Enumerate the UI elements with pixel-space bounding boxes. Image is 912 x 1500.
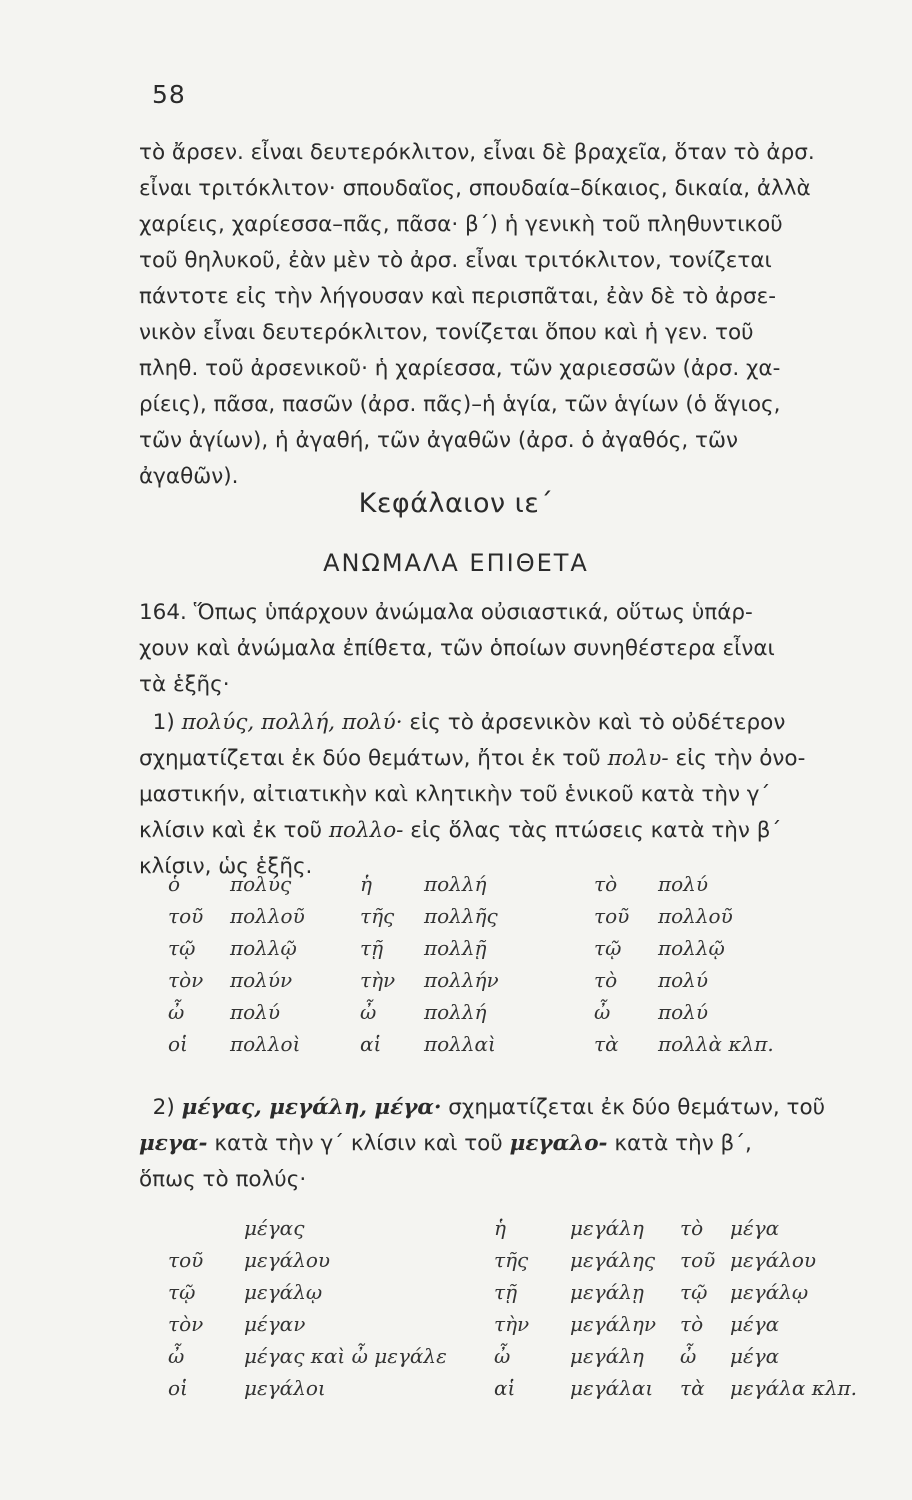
page-number: 58: [152, 80, 186, 109]
declension-table-polys: [168, 868, 858, 1060]
lemma: πολύς, πολλή, πολύ·: [181, 710, 403, 735]
declension-row: [168, 1276, 880, 1308]
form-cell: πολλήν: [424, 968, 499, 992]
item-number: 2): [152, 1095, 175, 1120]
article-cell: τῆς: [494, 1248, 529, 1272]
declension-row: [168, 1244, 880, 1276]
stem: πολυ-: [607, 746, 669, 771]
form-cell: πολύ: [658, 968, 709, 992]
declension-row: [168, 1340, 880, 1372]
article-cell: [168, 1212, 244, 1244]
text-line: 164. Ὅπως ὑπάρχουν ἀνώμαλα οὐσιαστικά, οὕτως ὑπάρ-: [139, 600, 753, 625]
chapter-title: Κεφάλαιον ιε΄: [358, 488, 554, 519]
form-cell: μεγάλη: [570, 1216, 644, 1240]
declension-row: [168, 1028, 858, 1060]
article-cell: τοῦ: [168, 904, 204, 928]
article-cell: ὦ: [680, 1344, 697, 1368]
form-cell: μεγάλῃ: [570, 1280, 644, 1304]
text-line: πάντοτε εἰς τὴν λήγουσαν καὶ περισπᾶται, ἐὰν δὲ τὸ ἀρσε-: [139, 284, 776, 309]
article-cell: ὦ: [594, 1000, 611, 1024]
form-cell: μεγάλαι: [570, 1376, 654, 1400]
declension-row: [168, 996, 858, 1028]
stem: μεγαλο-: [509, 1131, 608, 1156]
article-cell: τὸν: [168, 968, 204, 992]
article-cell: αἱ: [360, 1032, 382, 1056]
article-cell: τὴν: [360, 968, 396, 992]
article-cell: ὦ: [494, 1344, 511, 1368]
text-line: πληθ. τοῦ ἀρσενικοῦ· ἡ χαρίεσσα, τῶν χαριεσσῶν (ἀρσ. χα-: [139, 356, 781, 381]
item-1-paragraph: [139, 705, 899, 885]
article-cell: τὸ: [680, 1312, 704, 1336]
declension-row: [168, 1372, 880, 1404]
text-line: ρίεις), πᾶσα, πασῶν (ἀρσ. πᾶς)–ἡ ἁγία, τῶν ἁγίων (ὁ ἅγιος,: [139, 392, 781, 417]
article-cell: ὦ: [168, 1000, 185, 1024]
item-2-paragraph: [139, 1090, 899, 1198]
form-cell: πολύ: [230, 1000, 281, 1024]
article-cell: τὴν: [494, 1312, 530, 1336]
text-segment: κατὰ τὴν β΄,: [614, 1131, 752, 1156]
article-cell: τὰ: [680, 1376, 705, 1400]
article-cell: ἡ: [360, 872, 372, 896]
form-cell: πολλή: [424, 1000, 487, 1024]
form-cell: πολύ: [658, 1000, 709, 1024]
text-line: τὸ ἄρσεν. εἶναι δευτερόκλιτον, εἶναι δὲ βραχεῖα, ὅταν τὸ ἀρσ.: [139, 140, 815, 165]
article-cell: τῆς: [360, 904, 395, 928]
lemma: μέγας, μεγάλη, μέγα·: [181, 1095, 442, 1120]
article-cell: τοῦ: [594, 904, 630, 928]
declension-row: [168, 964, 858, 996]
text-segment: εἰς ὅλας τὰς πτώσεις κατὰ τὴν β΄: [410, 818, 782, 843]
article-cell: τοῦ: [680, 1248, 716, 1272]
form-cell: πολλῇ: [424, 936, 487, 960]
article-cell: τῷ: [168, 936, 196, 960]
form-cell: μέγα: [730, 1216, 780, 1240]
form-cell: μεγάλης: [570, 1248, 656, 1272]
text-line: τοῦ θηλυκοῦ, ἐὰν μὲν τὸ ἀρσ. εἶναι τριτόκλιτον, τονίζεται: [139, 248, 772, 273]
form-cell: πολλὰ κλπ.: [658, 1032, 774, 1056]
form-cell: μεγάλα κλπ.: [730, 1376, 858, 1400]
stem: μεγα-: [139, 1131, 208, 1156]
form-cell: πολύς: [230, 872, 292, 896]
article-cell: τὰ: [594, 1032, 619, 1056]
form-cell: μεγάλου: [730, 1248, 817, 1272]
form-cell: πολλοῦ: [658, 904, 733, 928]
form-cell: πολλοῦ: [230, 904, 305, 928]
form-cell: πολλή: [424, 872, 487, 896]
text-line: νικὸν εἶναι δευτερόκλιτον, τονίζεται ὅπου καὶ ἡ γεν. τοῦ: [139, 320, 754, 345]
form-cell: μεγάλῳ: [244, 1280, 323, 1304]
paragraph-164: [139, 595, 899, 703]
text-line: μαστικήν, αἰτιατικὴν καὶ κλητικὴν τοῦ ἑνικοῦ κατὰ τὴν γ΄: [139, 782, 771, 807]
text-line: εἶναι τριτόκλιτον· σπουδαῖος, σπουδαία–δίκαιος, δικαία, ἀλλὰ: [139, 176, 811, 201]
article-cell: τῷ: [594, 936, 622, 960]
form-cell: μεγάλη: [570, 1344, 644, 1368]
item-number: 1): [152, 710, 175, 735]
text-segment: εἰς τὸ ἀρσενικὸν καὶ τὸ οὐδέτερον: [409, 710, 786, 735]
article-cell: οἱ: [168, 1032, 188, 1056]
form-cell: μέγα: [730, 1344, 780, 1368]
section-title: ΑΝΩΜΑΛΑ ΕΠΙΘΕΤΑ: [323, 549, 589, 577]
article-cell: αἱ: [494, 1376, 516, 1400]
article-cell: τῷ: [168, 1280, 196, 1304]
text-line: ἀγαθῶν).: [139, 464, 239, 489]
declension-row: [168, 1212, 880, 1244]
text-line: χαρίεις, χαρίεσσα–πᾶς, πᾶσα· β΄) ἡ γενικὴ τοῦ πληθυντικοῦ: [139, 212, 783, 237]
declension-row: [168, 900, 858, 932]
form-cell: μεγάλοι: [244, 1376, 326, 1400]
article-cell: τῇ: [360, 936, 384, 960]
form-cell: μεγάλῳ: [730, 1280, 809, 1304]
article-cell: τῷ: [680, 1280, 708, 1304]
article-cell: τὸ: [594, 872, 618, 896]
text-segment: σχηματίζεται ἐκ δύο θεμάτων, ἤτοι ἐκ τοῦ: [139, 746, 601, 771]
article-cell: τὸ: [594, 968, 618, 992]
article-cell: ὦ: [360, 1000, 377, 1024]
form-cell: πολλαὶ: [424, 1032, 496, 1056]
form-cell: πολύ: [658, 872, 709, 896]
form-cell: μεγάλου: [244, 1248, 331, 1272]
form-cell: μέγαν: [244, 1312, 306, 1336]
form-cell: πολλοὶ: [230, 1032, 301, 1056]
stem: πολλο-: [328, 818, 404, 843]
text-segment: κλίσιν καὶ ἐκ τοῦ: [139, 818, 323, 843]
text-line: χουν καὶ ἀνώμαλα ἐπίθετα, τῶν ὁποίων συνηθέστερα εἶναι: [139, 636, 775, 661]
text-segment: κατὰ τὴν γ΄ κλίσιν καὶ τοῦ: [214, 1131, 503, 1156]
text-line: κλίσιν, ὡς ἑξῆς.: [139, 854, 313, 879]
form-cell: μέγα: [730, 1312, 780, 1336]
article-cell: ὦ: [168, 1344, 185, 1368]
declension-row: [168, 932, 858, 964]
form-cell: πολύν: [230, 968, 293, 992]
text-line: τῶν ἁγίων), ἡ ἀγαθή, τῶν ἀγαθῶν (ἀρσ. ὁ ἀγαθός, τῶν: [139, 428, 738, 453]
declension-table-megas: [168, 1212, 880, 1404]
text-line: τὰ ἑξῆς·: [139, 672, 230, 697]
article-cell: ὁ: [168, 872, 181, 896]
article-cell: ἡ: [494, 1216, 506, 1240]
text-segment: εἰς τὴν ὀνο-: [675, 746, 806, 771]
intro-paragraph: [139, 135, 899, 495]
form-cell: μέγας: [244, 1216, 305, 1240]
form-cell: πολλῆς: [424, 904, 498, 928]
article-cell: τὸν: [168, 1312, 204, 1336]
text-segment: σχηματίζεται ἐκ δύο θεμάτων, τοῦ: [448, 1095, 826, 1120]
declension-row: [168, 1308, 880, 1340]
form-cell: μεγάλην: [570, 1312, 657, 1336]
article-cell: τοῦ: [168, 1248, 204, 1272]
form-cell: πολλῷ: [230, 936, 297, 960]
article-cell: τῇ: [494, 1280, 518, 1304]
form-cell: μέγας καὶ ὦ μεγάλε: [244, 1344, 447, 1368]
form-cell: πολλῷ: [658, 936, 725, 960]
article-cell: τὸ: [680, 1216, 704, 1240]
article-cell: οἱ: [168, 1376, 188, 1400]
text-line: ὅπως τὸ πολύς·: [139, 1167, 307, 1192]
declension-row: [168, 868, 858, 900]
